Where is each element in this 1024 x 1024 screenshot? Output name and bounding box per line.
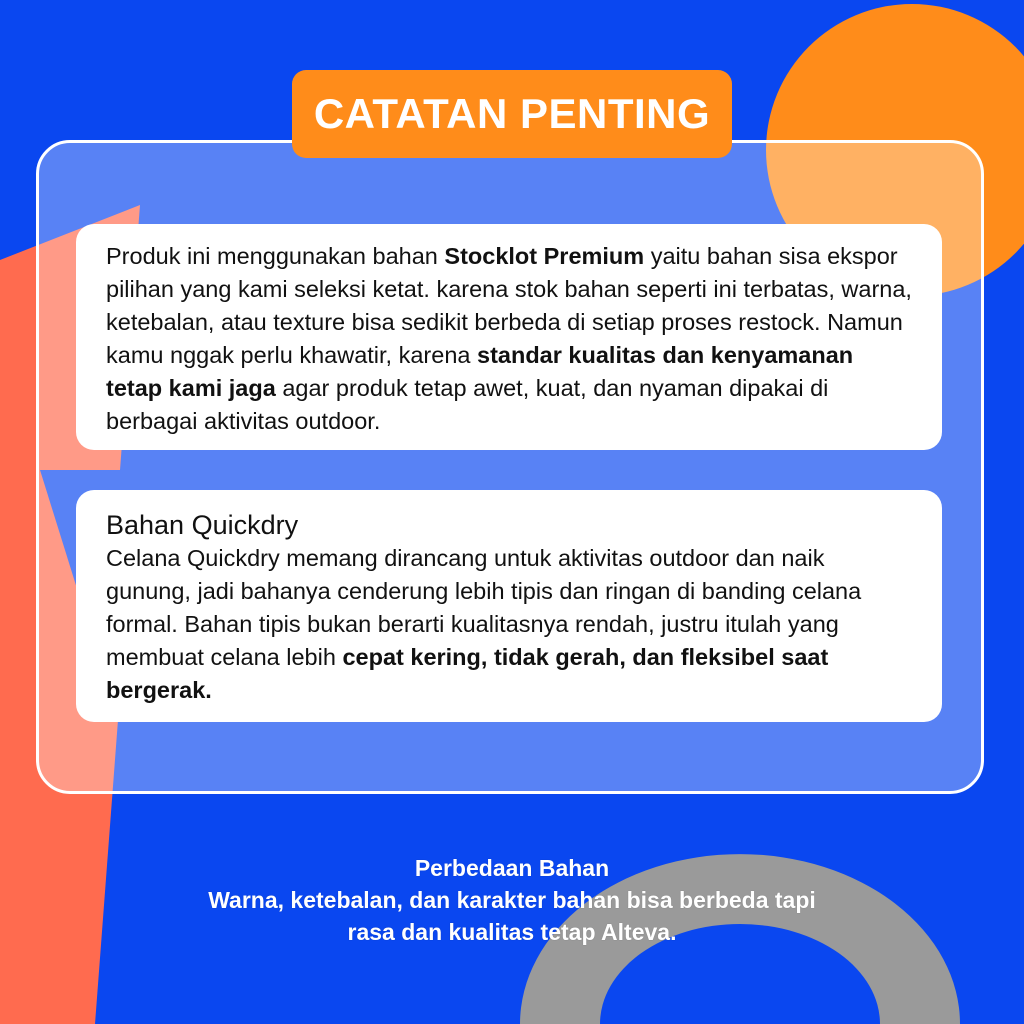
card2-text-1: Celana Quickdry memang dirancang untuk aktivitas outdoor dan naik gunung, jadi bahanya cenderung lebih tipis dan ringan di banding celana formal. Bahan tipis bukan berarti kualitasnya rendah, justru itulah yang membuat celana lebih [106,545,862,670]
bottom-caption [0,852,1024,948]
card1-text-3: agar produk tetap awet, kuat, dan nyaman dipakai di berbagai aktivitas outdoor. [106,375,829,434]
caption-line-2: Warna, ketebalan, dan karakter bahan bisa berbeda tapi [208,887,816,913]
caption-heading: Perbedaan Bahan [414,855,610,881]
quickdry-note-card [76,490,942,722]
page-title: CATATAN PENTING [292,70,732,158]
card1-text-2: yaitu bahan sisa ekspor pilihan yang kami seleksi ketat. karena stok bahan seperti ini terbatas, warna, ketebalan, atau texture bisa sedikit berbeda di setiap proses restock. Namun kamu nggak perlu khawatir, karena [106,243,912,368]
caption-line-3: rasa dan kualitas tetap Alteva. [347,919,677,945]
stocklot-note-card [76,224,942,450]
card1-bold-2: standar kualitas dan kenyamanan tetap kami jaga [106,342,854,401]
quickdry-heading: Bahan Quickdry [106,510,299,540]
card2-bold-1: cepat kering, tidak gerah, dan fleksibel saat bergerak. [106,644,829,703]
card1-bold-1: Stocklot Premium [444,243,645,269]
card1-text-1: Produk ini menggunakan bahan [106,243,445,269]
